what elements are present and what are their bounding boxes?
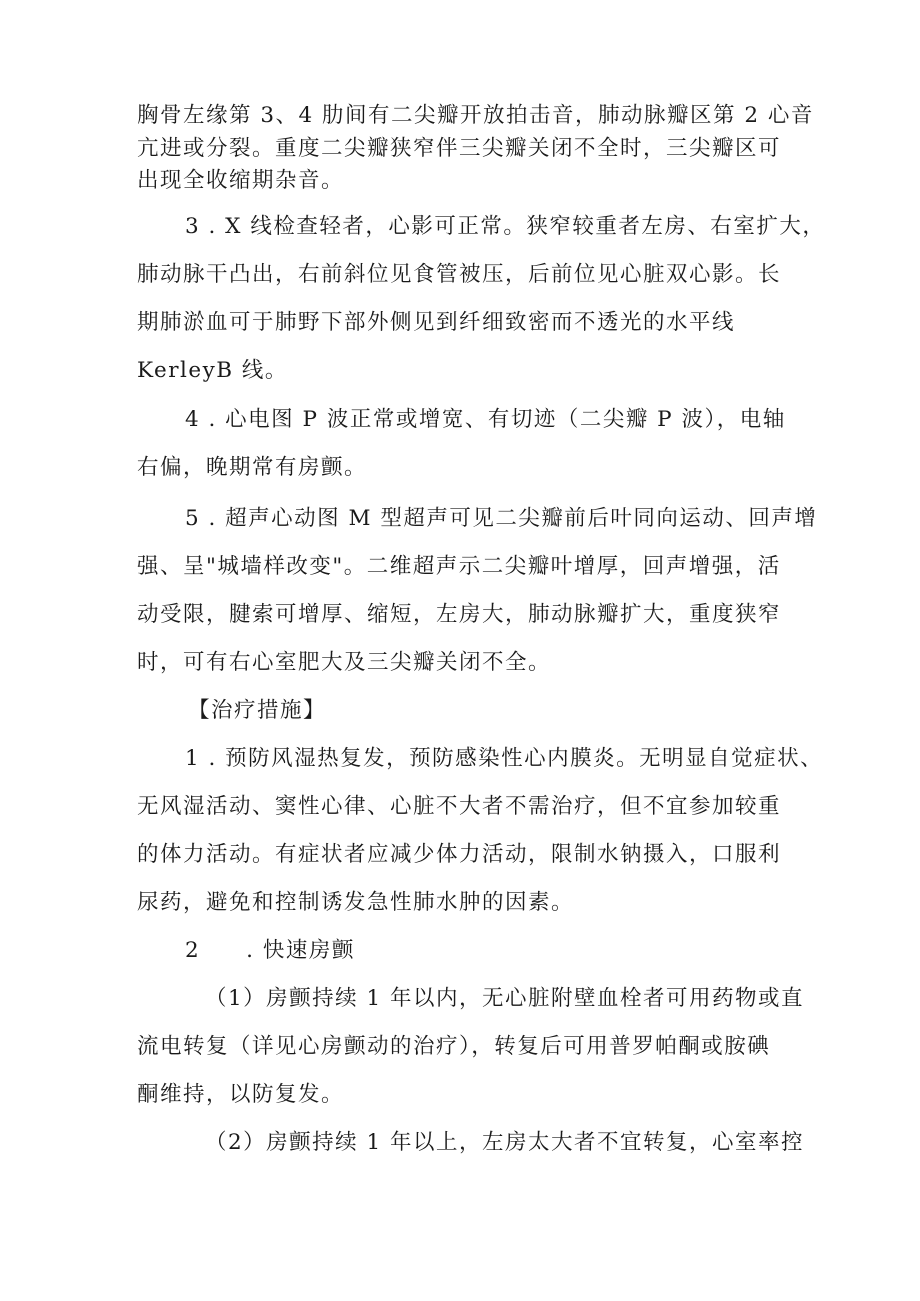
section-heading: 【治疗措施】 — [188, 698, 327, 723]
text-line: 胸骨左缘第 3、4 肋间有二尖瓣开放拍击音，肺动脉瓣区第 2 心音 — [137, 103, 814, 128]
text-line: 肺动脉干凸出，右前斜位见食管被压，后前位见心脏双心影。长 — [137, 262, 782, 287]
text-line: 期肺淤血可于肺野下部外侧见到纤细致密而不透光的水平线 — [137, 310, 736, 335]
text-line: 右偏，晚期常有房颤。 — [137, 455, 368, 480]
text-line: 1 . 预防风湿热复发，预防感染性心内膜炎。无明显自觉症状、 — [185, 746, 824, 771]
text-line: 5 . 超声心动图 M 型超声可见二尖瓣前后叶同向运动、回声增 — [185, 506, 818, 531]
text-line: 尿药，避免和控制诱发急性肺水肿的因素。 — [137, 890, 575, 915]
text-line: KerleyB 线。 — [137, 358, 288, 383]
text-line: 的体力活动。有症状者应减少体力活动，限制水钠摄入，口服利 — [137, 842, 782, 867]
text-line: 出现全收缩期杂音。 — [137, 168, 345, 193]
text-line: （1）房颤持续 1 年以内，无心脏附壁血栓者可用药物或直 — [205, 986, 805, 1011]
text-line: 3 . X 线检查轻者，心影可正常。狭窄较重者左房、右室扩大， — [185, 214, 826, 239]
text-line: 亢进或分裂。重度二尖瓣狭窄伴三尖瓣关闭不全时，三尖瓣区可 — [137, 136, 782, 161]
text-line: 流电转复（详见心房颤动的治疗），转复后可用普罗帕酮或胺碘 — [137, 1034, 771, 1059]
text-line: 动受限，腱索可增厚、缩短，左房大，肺动脉瓣扩大，重度狭窄 — [137, 602, 782, 627]
text-line: 4 . 心电图 P 波正常或增宽、有切迹（二尖瓣 P 波），电轴 — [185, 407, 786, 432]
text-line: 强、呈"城墙样改变"。二维超声示二尖瓣叶增厚，回声增强，活 — [137, 554, 781, 579]
text-line: 无风湿活动、窦性心律、心脏不大者不需治疗，但不宜参加较重 — [137, 794, 782, 819]
text-line: 2 . 快速房颤 — [185, 938, 355, 963]
text-line: （2）房颤持续 1 年以上，左房太大者不宜转复，心室率控 — [205, 1130, 805, 1155]
text-line: 时，可有右心室肥大及三尖瓣关闭不全。 — [137, 650, 552, 675]
text-line: 酮维持，以防复发。 — [137, 1082, 345, 1107]
